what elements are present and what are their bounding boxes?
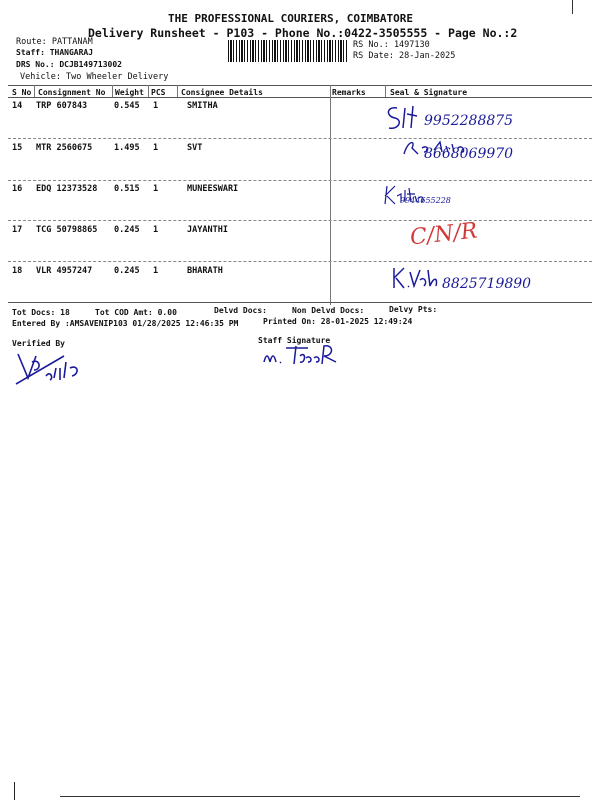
col-consignee: Consignee Details <box>181 88 263 97</box>
rs-date: RS Date: 28-Jan-2025 <box>353 51 456 61</box>
handwritten-phone-18: 8825719890 <box>442 276 532 292</box>
signature-18 <box>390 266 450 296</box>
col-signature: Seal & Signature <box>390 88 468 97</box>
col-remarks: Remarks <box>332 88 366 97</box>
row-sno: 17 <box>12 225 23 235</box>
row-consignment: EDQ 12373528 <box>36 184 98 194</box>
row-consignment: TRP 607843 <box>36 101 88 111</box>
table-header-border <box>8 97 592 98</box>
verified-by-label: Verified By <box>12 339 65 348</box>
row-sno: 14 <box>12 101 23 111</box>
scan-mark <box>14 782 15 800</box>
staff-signature <box>262 342 342 372</box>
row-weight: 1.495 <box>114 143 140 153</box>
row-weight: 0.245 <box>114 266 140 276</box>
col-weight: Weight <box>115 88 144 97</box>
barcode <box>228 40 348 62</box>
handwritten-phone-16: 9944655228 <box>400 196 451 205</box>
staff-signature-label: Staff Signature <box>258 336 331 345</box>
row-consignment: TCG 50798865 <box>36 225 98 235</box>
handwritten-phone-14: 9952288875 <box>424 113 514 129</box>
row-consignee: SMITHA <box>187 101 218 111</box>
rs-number: RS No.: 1497130 <box>353 40 430 50</box>
row-sno: 18 <box>12 266 23 276</box>
route-label: Route: PATTANAM <box>16 37 93 47</box>
row-pcs: 1 <box>153 101 159 111</box>
table-bottom-border <box>8 302 592 303</box>
row-consignee: BHARATH <box>187 266 223 276</box>
col-pcs: PCS <box>151 88 166 97</box>
total-cod: Tot COD Amt: 0.00 <box>95 308 177 317</box>
row-consignment: VLR 4957247 <box>36 266 93 276</box>
row-weight: 0.545 <box>114 101 140 111</box>
runsheet-title: Delivery Runsheet - P103 - Phone No.:0422-3505555 - Page No.:2 <box>88 26 518 40</box>
row-consignee: JAYANTHI <box>187 225 228 235</box>
delivery-points: Delvy Pts: <box>389 305 438 314</box>
table-top-border <box>8 85 592 86</box>
row-weight: 0.515 <box>114 184 140 194</box>
non-delivered-docs: Non Delvd Docs: <box>292 306 365 315</box>
row-pcs: 1 <box>153 266 159 276</box>
vehicle-label: Vehicle: Two Wheeler Delivery <box>20 72 169 82</box>
drs-label: DRS No.: DCJB149713002 <box>16 60 122 69</box>
printed-on: Printed On: 28-01-2025 12:49:24 <box>263 317 413 326</box>
row-sno: 16 <box>12 184 23 194</box>
total-docs: Tot Docs: 18 <box>12 308 70 317</box>
row-consignee: SVT <box>187 143 203 153</box>
staff-label: Staff: THANGARAJ <box>16 48 94 57</box>
handwritten-remark-17: C/N/R <box>408 218 479 251</box>
row-consignee: MUNEESWARI <box>187 184 239 194</box>
col-sno: S No <box>12 88 32 97</box>
verified-signature <box>14 348 114 392</box>
col-consignment: Consignment No <box>38 88 106 97</box>
row-sno: 15 <box>12 143 23 153</box>
row-weight: 0.245 <box>114 225 140 235</box>
entered-by: Entered By :AMSAVENIP103 01/28/2025 12:46:35 PM <box>12 319 239 328</box>
handwritten-phone-15: 8668069970 <box>424 146 514 162</box>
row-pcs: 1 <box>153 184 159 194</box>
row-consignment: MTR 2560675 <box>36 143 93 153</box>
row-pcs: 1 <box>153 143 159 153</box>
scan-edge <box>60 796 580 797</box>
company-title: THE PROFESSIONAL COURIERS, COIMBATORE <box>168 12 414 25</box>
row-pcs: 1 <box>153 225 159 235</box>
delivered-docs: Delvd Docs: <box>214 306 267 315</box>
scan-mark <box>572 0 573 14</box>
